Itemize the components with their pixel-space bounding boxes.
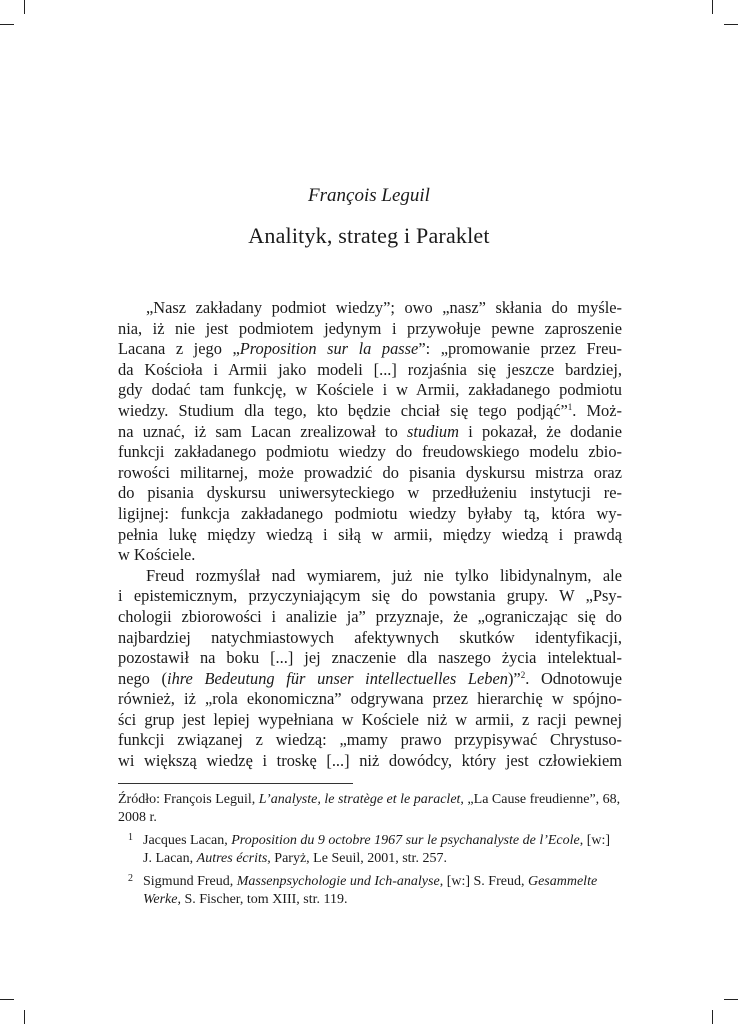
crop-mark-bottom-right — [712, 1010, 713, 1024]
crop-mark-top-left-h — [0, 24, 14, 25]
body-line: pozostawił na boku [...] jej znaczenie dla naszego życia intelektual- — [118, 648, 622, 668]
article-title: Analityk, strateg i Paraklet — [248, 223, 490, 248]
body-line: Lacana z jego „Proposition sur la passe”: „promowanie przez Freu- — [118, 339, 622, 359]
body-line: chologii zbiorowości i analizie ja” przyznaje, że „ograniczając się do — [118, 606, 622, 626]
footnote-number: 2 — [128, 873, 133, 884]
body-line: nego (ihre Bedeutung für unser intellectuelles Leben)”$^2$. Odnotowuje — [118, 668, 623, 688]
body-line: gdy dodać tam funkcję, w Kościele i w Armii, zakładanego podmiotu — [118, 380, 622, 400]
body-line: najbardziej natychmiastowych afektywnych skutków identyfikacji, — [118, 627, 622, 647]
crop-mark-bottom-left — [24, 1010, 25, 1024]
footnote-separator — [118, 783, 353, 784]
source-note: Źródło: François Leguil, L’analyste, le stratège et le paraclet, „La Cause freudienne”, 68, 2008 r. — [118, 792, 621, 825]
italic-title: Proposition sur la passe — [239, 339, 419, 359]
body-line: wiedzy. Studium dla tego, kto będzie chciał się tego podjąć”$^1$. Moż- — [118, 400, 622, 420]
body-line: Freud rozmyślał nad wymiarem, już nie tylko libidynalnym, ale — [146, 565, 622, 585]
body-line: pełnia lukę między wiedzą i siłą w armii, między wiedzą i prawdą — [118, 524, 622, 544]
body-line: „Nasz zakładany podmiot wiedzy”; owo „nasz” skłania do myśle- — [146, 298, 622, 317]
body-line: rowości militarnej, może prowadzić do pisania dyskursu mistrza oraz — [118, 462, 622, 482]
body-line: funkcji zakładanego podmiotu wiedzy do freudowskiego modelu zbio- — [118, 442, 622, 462]
body-line: na uznać, iż sam Lacan zrealizował to studium i pokazał, że dodanie — [118, 421, 622, 441]
italic-term: studium — [407, 421, 459, 441]
body-line: wi większą wiedzę i troskę [...] niż dowódcy, który jest człowiekiem — [118, 751, 622, 771]
footnote-1: 1 Jacques Lacan, Proposition du 9 octobre 1967 sur le psychanalyste de l’Ecole, [w:] J. Lacan, Autres écrits, Paryż, Le Seuil, 2001, str. 257. — [118, 832, 622, 867]
paragraph-2 — [118, 566, 622, 772]
body-line: ligijnej: funkcja zakładanego podmiotu wiedzy byłaby tą, która wy- — [118, 503, 622, 523]
crop-mark-bottom-right-h — [724, 999, 738, 1000]
paragraph-1 — [118, 298, 622, 566]
crop-mark-top-left — [24, 0, 25, 14]
body-line: do pisania dyskursu uniwersyteckiego w przedłużeniu instytucji re- — [118, 483, 622, 503]
article-body — [118, 298, 622, 772]
body-line: da Kościoła i Armii jako modeli [...] rozjaśnia się jeszcze bardziej, — [118, 359, 622, 379]
body-line: i epistemicznym, przyczyniającym się do powstania grupy. W „Psy- — [118, 586, 622, 606]
crop-mark-top-right — [712, 0, 713, 14]
footnote-number: 1 — [128, 832, 133, 843]
body-line: w Kościele. — [118, 545, 196, 565]
footnote-ref-1[interactable]: 1 — [567, 401, 573, 412]
crop-mark-bottom-left-h — [0, 999, 14, 1000]
body-line: funkcji związanej z wiedzą: „mamy prawo przypisywać Chrystuso- — [118, 730, 622, 750]
footnote-2: 2 Sigmund Freud, Massenpsychologie und Ich-analyse, [w:] S. Freud, Gesammelte Werke, S. Fischer, tom XIII, str. 119. — [118, 873, 622, 908]
body-line: nia, iż nie jest podmiotem jedynym i przywołuje pewne zaproszenie — [118, 318, 622, 338]
footnote-ref-2[interactable]: 2 — [520, 669, 526, 680]
body-line: ści grup jest lepiej wypełniana w Kościele niż w armii, z racji pewnej — [118, 709, 622, 729]
footnotes — [118, 791, 622, 914]
body-line: również, iż „rola ekonomiczna” odgrywana przez hierarchię w spójno- — [118, 689, 622, 709]
italic-quote: ihre Bedeutung für unser intellectuelles Leben — [167, 668, 508, 688]
crop-mark-top-right-h — [724, 24, 738, 25]
article-author: François Leguil — [308, 185, 430, 206]
